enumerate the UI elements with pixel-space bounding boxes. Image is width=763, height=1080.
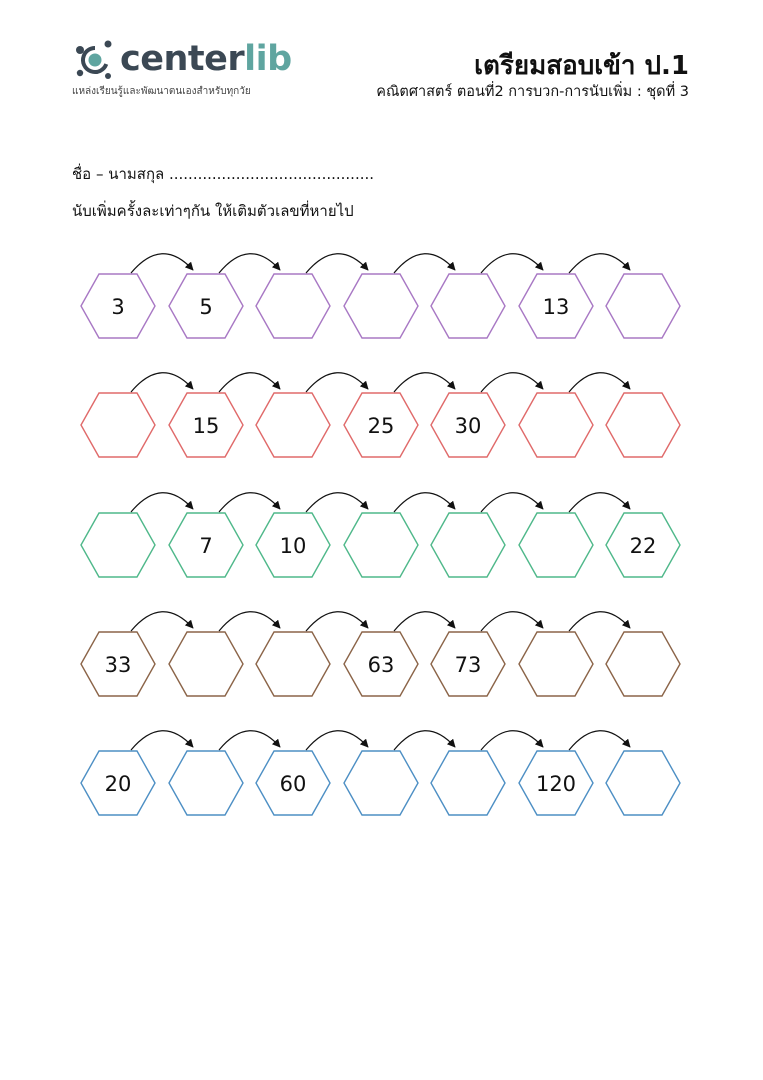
step-arrow-icon — [569, 731, 630, 750]
step-arrow-icon — [394, 731, 455, 750]
hexagon-number: 13 — [542, 295, 570, 319]
step-arrow-icon — [569, 254, 630, 273]
blank-answer-hexagon[interactable] — [431, 274, 505, 338]
blank-answer-hexagon[interactable] — [606, 751, 680, 815]
hexagon-number: 10 — [279, 534, 307, 558]
blank-answer-hexagon[interactable] — [606, 393, 680, 457]
sequence-row — [81, 731, 680, 815]
blank-answer-hexagon[interactable] — [344, 274, 418, 338]
blank-answer-hexagon[interactable] — [169, 632, 243, 696]
blank-answer-hexagon[interactable] — [344, 751, 418, 815]
blank-answer-hexagon[interactable] — [606, 632, 680, 696]
hexagon-number: 20 — [104, 772, 132, 796]
hexagon-number: 120 — [535, 772, 577, 796]
step-arrow-icon — [394, 373, 455, 392]
step-arrow-icon — [306, 731, 368, 750]
sequence-row — [81, 254, 680, 338]
step-arrow-icon — [394, 493, 455, 512]
step-arrow-icon — [306, 612, 368, 631]
step-arrow-icon — [306, 493, 368, 512]
instruction-text: นับเพิ่มครั้งละเท่าๆกัน ให้เติมตัวเลขที่หายไป — [72, 202, 354, 220]
blank-answer-hexagon[interactable] — [431, 513, 505, 577]
blank-answer-hexagon[interactable] — [431, 751, 505, 815]
blank-answer-hexagon[interactable] — [81, 393, 155, 457]
step-arrow-icon — [131, 731, 193, 750]
step-arrow-icon — [481, 612, 543, 631]
step-arrow-icon — [219, 731, 280, 750]
step-arrow-icon — [219, 373, 280, 392]
name-field-label: ชื่อ – นามสกุล ........................................... — [72, 165, 375, 183]
step-arrow-icon — [569, 493, 630, 512]
page-title: เตรียมสอบเข้า ป.1 — [474, 51, 689, 81]
hexagon-number: 5 — [199, 295, 213, 319]
step-arrow-icon — [131, 254, 193, 273]
blank-answer-hexagon[interactable] — [344, 513, 418, 577]
step-arrow-icon — [306, 373, 368, 392]
step-arrow-icon — [131, 373, 193, 392]
blank-answer-hexagon[interactable] — [81, 513, 155, 577]
blank-answer-hexagon[interactable] — [256, 393, 330, 457]
hexagon-number: 60 — [279, 772, 307, 796]
step-arrow-icon — [481, 373, 543, 392]
step-arrow-icon — [131, 493, 193, 512]
hexagon-number: 7 — [199, 534, 213, 558]
hexagon-number: 22 — [629, 534, 657, 558]
sequence-row — [81, 493, 680, 577]
step-arrow-icon — [219, 254, 280, 273]
step-arrow-icon — [219, 612, 280, 631]
blank-answer-hexagon[interactable] — [519, 632, 593, 696]
hexagon-number: 30 — [454, 414, 482, 438]
blank-answer-hexagon[interactable] — [256, 632, 330, 696]
step-arrow-icon — [394, 612, 455, 631]
hexagon-number: 3 — [111, 295, 125, 319]
page-subtitle: คณิตศาสตร์ ตอนที่2 การบวก-การนับเพิ่ม : ชุดที่ 3 — [376, 84, 689, 100]
step-arrow-icon — [306, 254, 368, 273]
sequence-row — [81, 612, 680, 696]
step-arrow-icon — [481, 254, 543, 273]
hexagon-number: 15 — [192, 414, 220, 438]
step-arrow-icon — [394, 254, 455, 273]
blank-answer-hexagon[interactable] — [606, 274, 680, 338]
step-arrow-icon — [481, 731, 543, 750]
blank-answer-hexagon[interactable] — [519, 513, 593, 577]
step-arrow-icon — [569, 612, 630, 631]
hexagon-number: 33 — [104, 653, 132, 677]
blank-answer-hexagon[interactable] — [169, 751, 243, 815]
step-arrow-icon — [569, 373, 630, 392]
blank-answer-hexagon[interactable] — [256, 274, 330, 338]
blank-answer-hexagon[interactable] — [519, 393, 593, 457]
hexagon-number: 63 — [367, 653, 395, 677]
step-arrow-icon — [219, 493, 280, 512]
brand-tagline: แหล่งเรียนรู้และพัฒนาตนเองสำหรับทุกวัย — [72, 86, 251, 97]
brand-name: centerlib — [120, 39, 292, 79]
step-arrow-icon — [131, 612, 193, 631]
sequence-row — [81, 373, 680, 457]
hexagon-number: 73 — [454, 653, 482, 677]
hexagon-number: 25 — [367, 414, 395, 438]
step-arrow-icon — [481, 493, 543, 512]
